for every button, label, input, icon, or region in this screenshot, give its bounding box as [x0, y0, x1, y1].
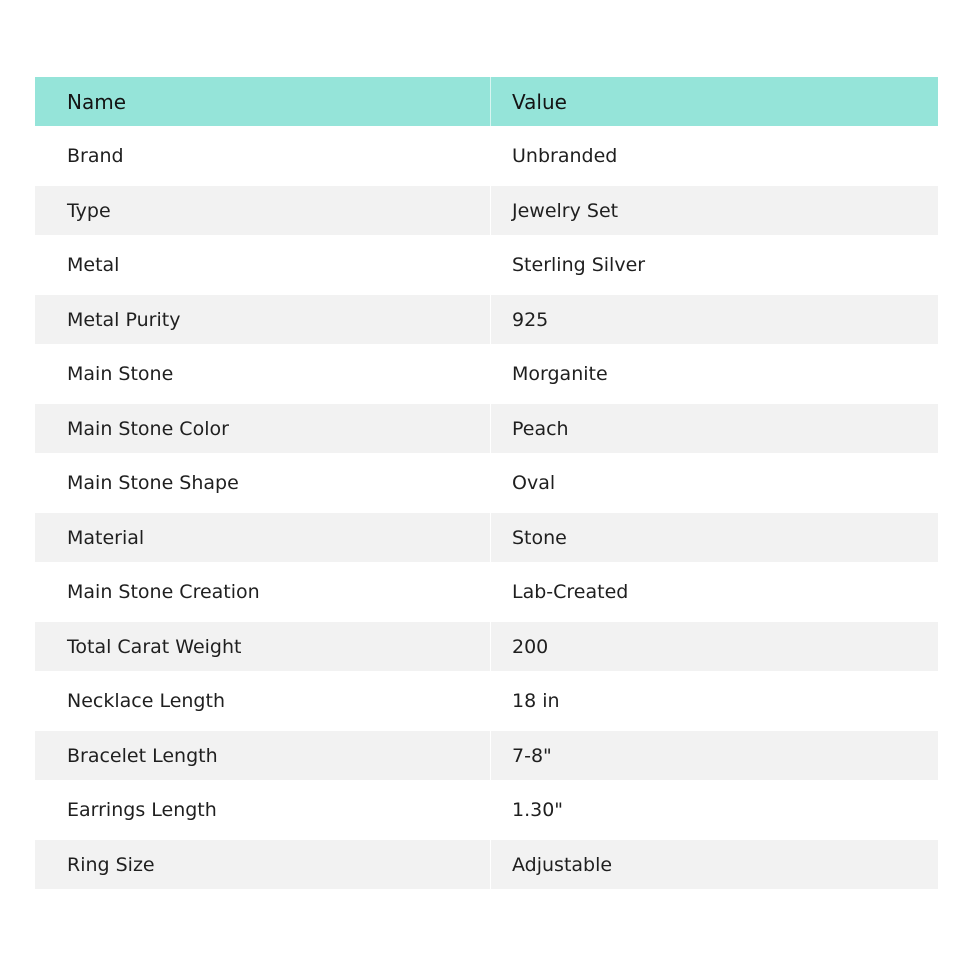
row-name-cell: Ring Size — [35, 840, 491, 889]
table-row-earrings-length — [35, 786, 938, 835]
row-name-cell: Total Carat Weight — [35, 622, 491, 671]
row-name-cell: Necklace Length — [67, 690, 225, 712]
row-value-cell: Jewelry Set — [512, 199, 619, 222]
row-value-cell: Adjustable — [512, 853, 613, 876]
row-name-cell: Material — [35, 513, 491, 562]
table-row-main-stone-shape — [35, 459, 938, 508]
row-value-cell: Sterling Silver — [512, 254, 646, 276]
row-value-cell: Stone — [512, 526, 567, 549]
table-row-bracelet-length — [35, 731, 938, 780]
column-header-value: Value — [512, 89, 567, 114]
column-header-name: Name — [35, 77, 491, 126]
table-row-metal-purity — [35, 295, 938, 344]
row-value-cell: 18 in — [512, 690, 560, 712]
row-name-cell: Metal — [67, 254, 120, 276]
table-row-necklace-length — [35, 677, 938, 726]
table-row-ring-size — [35, 840, 938, 889]
row-name-cell: Earrings Length — [67, 799, 217, 821]
table-row-type — [35, 186, 938, 235]
table-row-main-stone — [35, 350, 938, 399]
row-value-cell: 200 — [512, 635, 549, 658]
table-row-main-stone-creation — [35, 568, 938, 617]
row-name-cell: Main Stone Creation — [67, 581, 260, 603]
row-name-cell: Metal Purity — [35, 295, 491, 344]
row-value-cell: 925 — [512, 308, 549, 331]
table-row-total-carat-weight — [35, 622, 938, 671]
table-row-brand — [35, 132, 938, 181]
row-value-cell: Peach — [512, 417, 569, 440]
row-name-cell: Bracelet Length — [35, 731, 491, 780]
row-name-cell: Type — [35, 186, 491, 235]
table-row-main-stone-color — [35, 404, 938, 453]
row-name-cell: Main Stone Shape — [67, 472, 239, 494]
table-header-row — [35, 77, 938, 126]
row-value-cell: 1.30" — [512, 799, 564, 821]
row-name-cell: Brand — [67, 145, 124, 167]
row-value-cell: Oval — [512, 472, 556, 494]
item-specifics-table — [35, 77, 938, 895]
row-value-cell: Morganite — [512, 363, 608, 385]
row-value-cell: 7-8" — [512, 744, 552, 767]
row-value-cell: Unbranded — [512, 145, 618, 167]
row-name-cell: Main Stone — [67, 363, 174, 385]
row-value-cell: Lab-Created — [512, 581, 629, 603]
table-row-material — [35, 513, 938, 562]
row-name-cell: Main Stone Color — [35, 404, 491, 453]
table-row-metal — [35, 241, 938, 290]
